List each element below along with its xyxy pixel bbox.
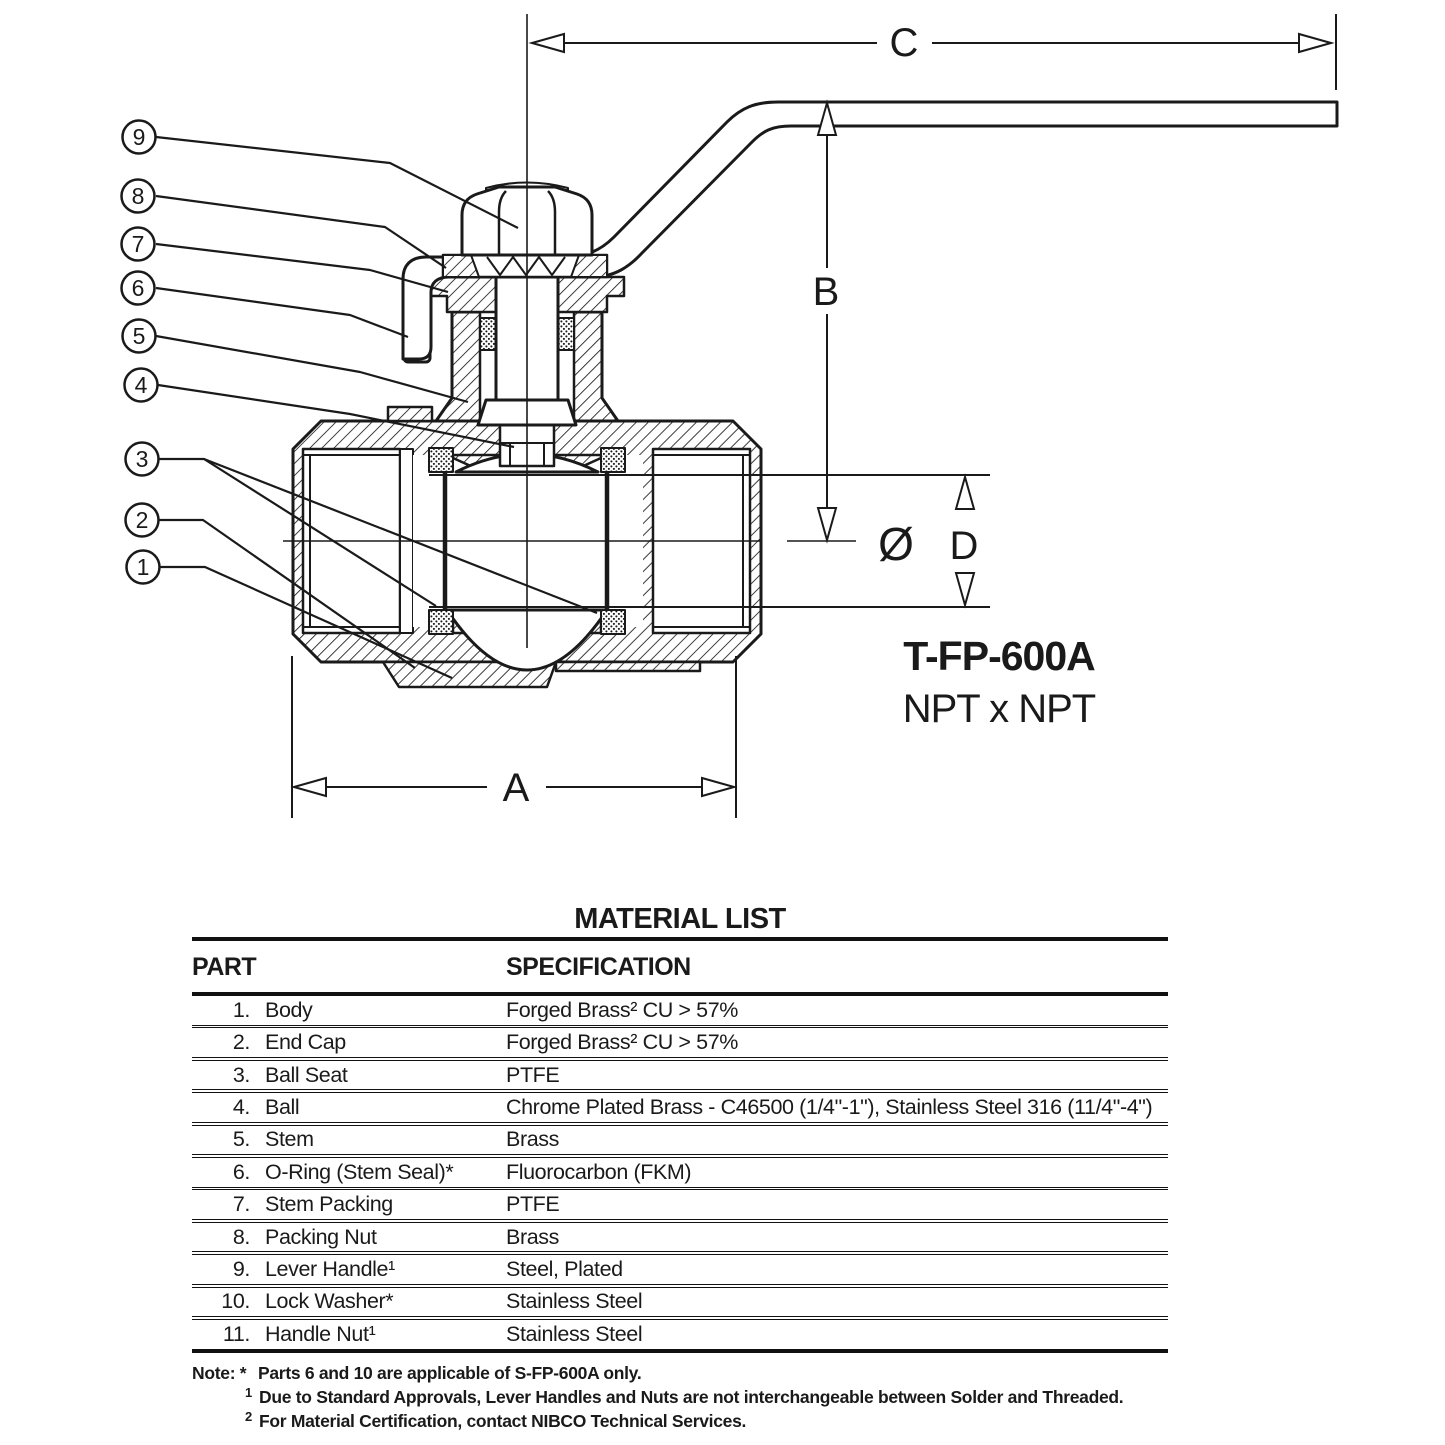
- material-list-title: MATERIAL LIST: [574, 903, 786, 935]
- footnote-marker: 1: [245, 1384, 252, 1400]
- part-spec: Stainless Steel: [506, 1321, 643, 1346]
- part-spec: PTFE: [506, 1062, 560, 1087]
- callout-5-label: 5: [132, 323, 146, 349]
- table-row: [192, 1190, 1168, 1219]
- callout-2: [126, 504, 159, 537]
- part-name: Packing Nut: [265, 1224, 377, 1249]
- table-row: [192, 996, 1168, 1025]
- table-row: [192, 1028, 1168, 1057]
- part-spec: Steel, Plated: [506, 1256, 623, 1281]
- part-number: 9.: [232, 1256, 250, 1281]
- callout-7-label: 7: [131, 231, 145, 257]
- part-name: O-Ring (Stem Seal)*: [265, 1159, 454, 1184]
- leader-line-8: [156, 196, 446, 268]
- callout-3-label: 3: [135, 446, 149, 472]
- column-header-spec: SPECIFICATION: [506, 953, 691, 981]
- stem-assembly: [403, 102, 1337, 425]
- footnote-text: Due to Standard Approvals, Lever Handles and Nuts are not interchangeable between Solder and Threaded.: [259, 1386, 1124, 1407]
- table-row: [192, 1288, 1168, 1317]
- part-name: End Cap: [265, 1030, 346, 1055]
- arrowhead-a-right: [702, 778, 734, 796]
- part-number: 2.: [232, 1030, 250, 1055]
- bottom-rule: [192, 1349, 1168, 1353]
- arrowhead-c-right: [1299, 34, 1331, 52]
- part-name: Lock Washer*: [265, 1289, 394, 1314]
- material-list: [192, 903, 1168, 1433]
- arrowhead-a-left: [294, 778, 326, 796]
- part-name: Stem: [265, 1127, 314, 1152]
- arrowhead-d-up: [956, 477, 974, 509]
- callout-4-label: 4: [134, 372, 148, 398]
- connection-type: NPT x NPT: [902, 687, 1096, 731]
- dim-label-c: C: [889, 21, 919, 65]
- table-header: [192, 941, 1168, 992]
- dim-label-d: D: [949, 524, 979, 568]
- part-spec: Fluorocarbon (FKM): [506, 1159, 692, 1184]
- end-cap-hex-top: [388, 407, 432, 421]
- footnote-marker: 2: [245, 1408, 252, 1424]
- part-spec: Brass: [506, 1224, 559, 1249]
- dim-label-b: B: [812, 270, 840, 314]
- part-number: 6.: [232, 1159, 250, 1184]
- part-number: 3.: [232, 1062, 250, 1087]
- stem-packing-right: [558, 318, 574, 350]
- callout-5: [123, 320, 156, 353]
- model-number: T-FP-600A: [903, 633, 1095, 679]
- arrowhead-c-left: [532, 34, 564, 52]
- part-name: Stem Packing: [265, 1192, 393, 1217]
- table-row: [192, 1126, 1168, 1155]
- dim-label-dia: Ø: [878, 518, 914, 570]
- table-row: [192, 1255, 1168, 1284]
- callout-8-label: 8: [131, 183, 145, 209]
- body-bottom-step: [556, 662, 700, 671]
- part-number: 8.: [232, 1224, 250, 1249]
- table-row: [192, 1061, 1168, 1090]
- lock-washer: [443, 255, 607, 277]
- footnote-text: For Material Certification, contact NIBCO Technical Services.: [259, 1410, 747, 1431]
- callout-1: [127, 551, 160, 584]
- callout-balloons: [122, 121, 160, 584]
- part-name: Lever Handle¹: [265, 1256, 395, 1281]
- part-spec: PTFE: [506, 1192, 560, 1217]
- table-row: [192, 1093, 1168, 1122]
- table-row: [192, 1223, 1168, 1252]
- part-spec: Forged Brass² CU > 57%: [506, 997, 738, 1022]
- model-labels: [903, 633, 1096, 731]
- callout-8: [122, 180, 155, 213]
- table-row: [192, 1320, 1168, 1349]
- part-number: 7.: [232, 1192, 250, 1217]
- part-name: Body: [265, 997, 313, 1022]
- part-number: 11.: [222, 1321, 250, 1346]
- footnote-2: [245, 1409, 1168, 1433]
- leader-line-6: [156, 288, 408, 337]
- footnotes: [192, 1361, 1168, 1433]
- stem-packing-left: [480, 318, 496, 350]
- part-spec: Chrome Plated Brass - C46500 (1/4"-1"), Stainless Steel 316 (11/4"-4"): [506, 1094, 1153, 1119]
- table-row: [192, 1158, 1168, 1187]
- callout-3: [126, 443, 159, 476]
- part-name: Ball: [265, 1094, 300, 1119]
- column-header-part: PART: [192, 953, 257, 981]
- callout-6: [122, 272, 155, 305]
- part-spec: Forged Brass² CU > 57%: [506, 1030, 738, 1055]
- callout-4: [125, 369, 158, 402]
- arrowhead-d-down: [956, 573, 974, 605]
- dim-label-a: A: [502, 766, 530, 810]
- callout-2-label: 2: [135, 507, 149, 533]
- part-name: Ball Seat: [265, 1062, 348, 1087]
- callout-7: [122, 228, 155, 261]
- part-number: 1.: [232, 997, 250, 1022]
- part-spec: Stainless Steel: [506, 1289, 643, 1314]
- part-name: Handle Nut¹: [265, 1321, 376, 1346]
- callout-9-label: 9: [132, 124, 146, 150]
- footnote-asterisk: [192, 1361, 1168, 1385]
- callout-1-label: 1: [136, 554, 150, 580]
- arrowhead-b-down: [818, 508, 836, 540]
- callout-9: [123, 121, 156, 154]
- footnote-text: Parts 6 and 10 are applicable of S-FP-600A only.: [258, 1362, 642, 1383]
- footnote-marker: Note: *: [192, 1362, 247, 1383]
- part-number: 10.: [221, 1289, 250, 1314]
- callout-6-label: 6: [131, 275, 145, 301]
- part-number: 5.: [232, 1127, 250, 1152]
- part-number: 4.: [232, 1094, 250, 1119]
- footnote-1: [245, 1385, 1168, 1409]
- part-spec: Brass: [506, 1127, 559, 1152]
